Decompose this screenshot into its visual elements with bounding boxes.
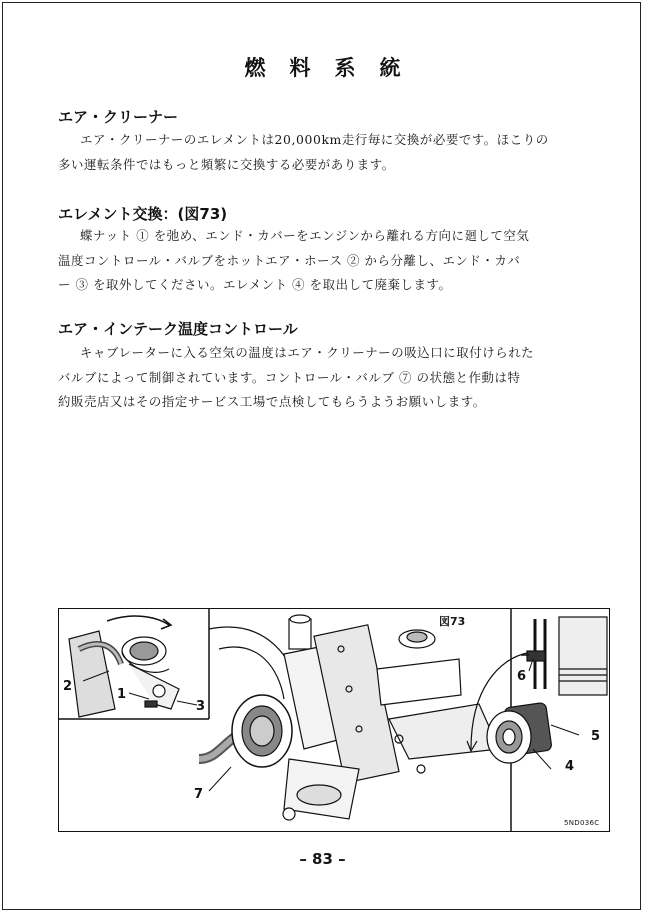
callout-3: 3 [196, 699, 206, 714]
paragraph-line: キャブレーターに入る空気の温度はエア・クリーナーの吸込口に取付けられた [80, 345, 535, 360]
heading-intake-temperature-control: エア・インテーク温度コントロール [58, 320, 298, 338]
paragraph-line: ー ③ を取外してください。エレメント ④ を取出して廃棄します。 [58, 277, 452, 292]
paragraph-line: 約販売店又はその指定サービス工場で点検してもらうようお願いします。 [58, 394, 486, 409]
paragraph-line: 温度コントロール・バルブをホットエア・ホース ② から分離し、エンド・カバ [58, 252, 521, 268]
callout-6: 6 [517, 669, 527, 684]
paragraph-line: 蝶ナット ① を弛め、エンド・カバーをエンジンから離れる方向に廻して空気 [80, 228, 530, 243]
page-title: 燃料系統 [244, 56, 425, 80]
paragraph-air-cleaner [58, 128, 608, 177]
paragraph-line: 多い運転条件ではもっと頻繁に交換する必要があります。 [58, 156, 395, 172]
heading-element-replacement: エレメント交換：(図73) [58, 205, 228, 223]
page-number: – 83 – [299, 850, 346, 868]
callout-7: 7 [194, 787, 204, 802]
figure-code: 5ND036C [564, 819, 600, 827]
right-inset-drawing [467, 617, 607, 763]
callout-1: 1 [117, 687, 127, 702]
paragraph-line: エア・クリーナーのエレメントは20,000km走行毎に交換が必要です。ほこりの [80, 132, 549, 147]
heading-air-cleaner: エア・クリーナー [58, 108, 179, 126]
callout-2: 2 [63, 679, 73, 694]
engine-illustration [59, 609, 610, 832]
figure-73-air-cleaner-illustration [58, 608, 610, 832]
callout-5: 5 [591, 729, 601, 744]
callout-4: 4 [565, 759, 575, 774]
paragraph-element-replacement [58, 224, 608, 298]
figure-number: 図73 [439, 615, 466, 628]
paragraph-line: バルブによって制御されています。コントロール・バルブ ⑦ の状態と作動は特 [58, 369, 521, 385]
paragraph-intake-temperature-control [58, 341, 608, 415]
main-engine-drawing [199, 615, 499, 820]
